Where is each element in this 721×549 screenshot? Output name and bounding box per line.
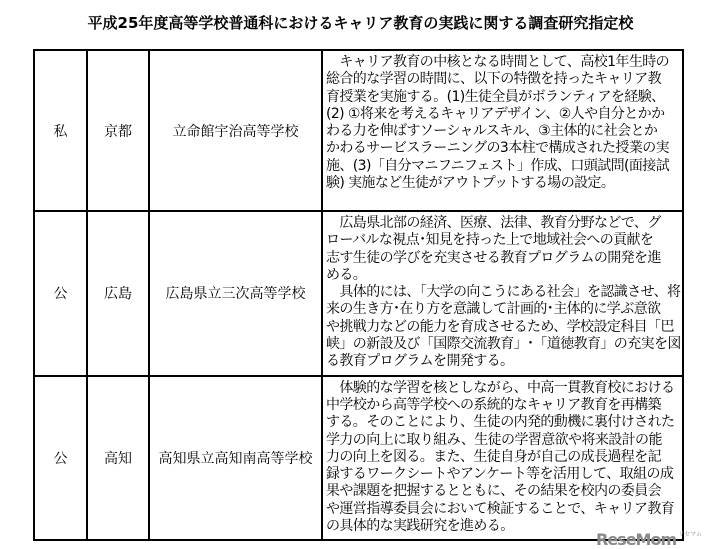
description-line: かわるサービスラーニングの3本柱で構成された授業の実 — [326, 140, 670, 157]
description-line: 志す生徒の学びを充実させる教育プログラムの開発を進 — [326, 249, 661, 266]
description-line: 中学校から高等学校への系統的なキャリア教育を再構築 — [326, 396, 661, 413]
description-line: キャリア教育の中核となる時間として、高校1年生時の — [326, 54, 670, 70]
description-cell — [322, 211, 683, 376]
description-line: 力の向上を図る。また、生徒自身が自己の成長過程を記 — [326, 448, 661, 465]
description-line: ローバルな視点･知見を持った上で地域社会への貢献を — [326, 232, 654, 249]
school-name-cell: 高知県立高知南高等学校 — [149, 376, 322, 541]
description-line: 施、(3)「自分マニフニフェスト」作成、口頭試問(面接試 — [326, 157, 670, 174]
description-line: 育授業を実施する。(1)生徒全員がボランティアを経験、 — [326, 88, 665, 105]
table-row — [34, 50, 683, 211]
document-title: 平成25年度高等学校普通科におけるキャリア教育の実践に関する調査研究指定校 — [87, 14, 634, 32]
resemom-logo — [596, 531, 702, 549]
logo-kana: リセマム — [678, 531, 703, 538]
description-cell — [322, 50, 683, 211]
description-line: 峡」の新設及び「国際交流教育」･「道徳教育」の充実を図 — [326, 336, 681, 353]
table-row — [34, 211, 683, 376]
description-line: わる力を伸ばすソーシャルスキル、③主体的に社会とか — [326, 123, 658, 140]
school-type-cell: 公 — [34, 376, 87, 541]
school-name-cell: 広島県立三次高等学校 — [149, 211, 322, 376]
prefecture-cell: 京都 — [87, 50, 149, 211]
school-type-cell: 私 — [34, 50, 87, 211]
description-line: 来の生き方･在り方を意識して計画的･主体的に学ぶ意欲 — [326, 301, 661, 318]
description-line: 学力の向上に取り組み、生徒の学習意欲や将来設計の能 — [326, 431, 662, 448]
description-line: 録するワークシートやアンケート等を活用して、取組の成 — [326, 466, 674, 483]
designated-schools-table — [33, 49, 684, 541]
description-line: 具体的には、「大学の向こうにある社会」を認識させ、将 — [326, 284, 681, 301]
description-line: の具体的な実践研究を進める。 — [326, 518, 514, 535]
description-line: する。そのことにより、生徒の内発的動機に裏付けされた — [326, 414, 675, 431]
description-line: や運営指導委員会において検証することで、キャリア教育 — [326, 500, 675, 517]
description-line: 総合的な学習の時間に、以下の特徴を持ったキャリア教 — [326, 71, 661, 88]
description-line: 験) 実施など生徒がアウトプットする場の設定。 — [326, 175, 615, 192]
logo-text: ReseMom — [596, 530, 677, 549]
description-line: 体験的な学習を核としながら、中高一貫教育校における — [326, 379, 675, 396]
description-line: や挑戦力などの能力を育成させるため、学校設定科目「巴 — [326, 318, 674, 335]
school-type-cell: 公 — [34, 211, 87, 376]
description-line: 果や課題を把握するとともに、その結果を校内の委員会 — [326, 483, 661, 500]
school-name-cell: 立命館宇治高等学校 — [149, 50, 322, 211]
description-line: 広島県北部の経済、医療、法律、教育分野などで、グ — [326, 215, 661, 231]
description-line: (2) ①将来を考えるキャリアデザイン、②人や自分とかか — [326, 105, 665, 122]
description-line: める。 — [326, 266, 367, 283]
table-row — [34, 376, 683, 541]
prefecture-cell: 広島 — [87, 211, 149, 376]
prefecture-cell: 高知 — [87, 376, 149, 541]
description-line: る教育プログラムを開発する。 — [326, 353, 514, 370]
description-cell — [322, 376, 683, 541]
